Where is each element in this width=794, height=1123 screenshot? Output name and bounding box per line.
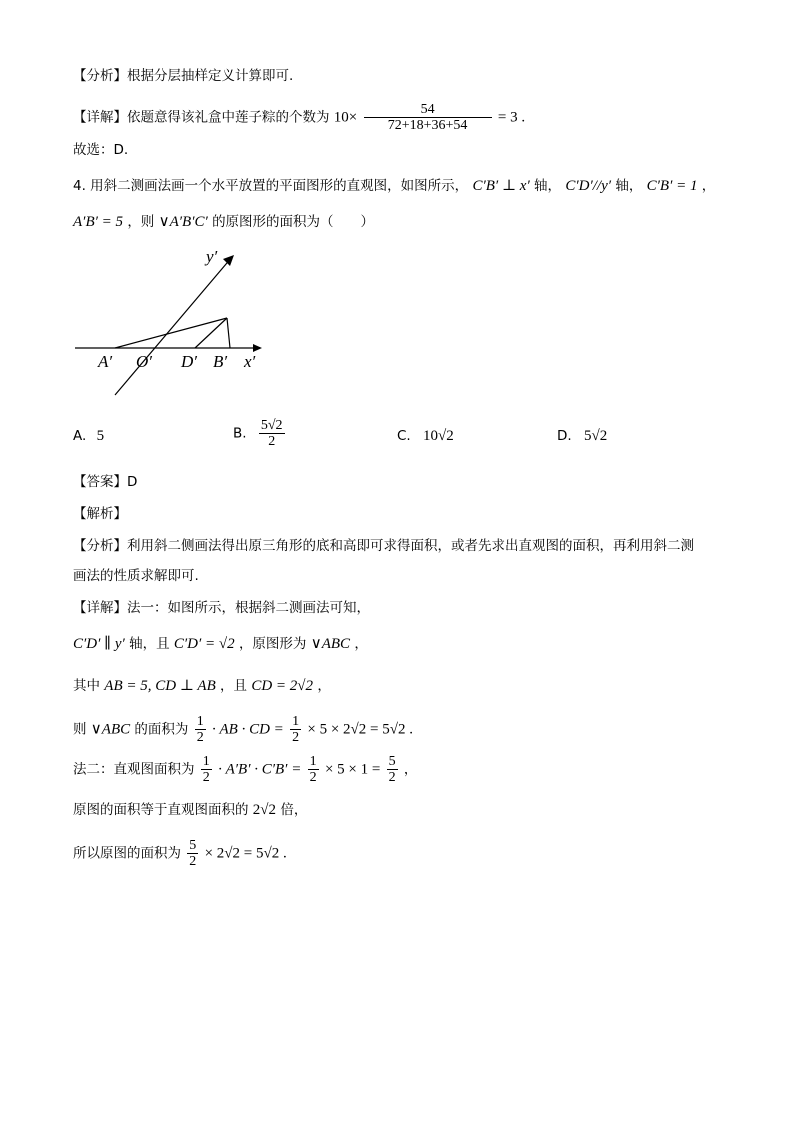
- d5-frac-2-den: 2: [309, 770, 317, 785]
- segment-c-b: [227, 318, 230, 348]
- q4-axis-word-2: 轴，: [615, 178, 643, 194]
- option-b-denominator: 2: [259, 433, 285, 449]
- d7-text-1: 所以原图的面积为: [73, 845, 181, 862]
- option-b[interactable]: [233, 418, 287, 449]
- d4-frac-half-2: [290, 714, 301, 745]
- q4-cond-1: C′B′ ⊥ x′: [472, 178, 530, 194]
- d5-frac-1-num: 1: [202, 754, 210, 769]
- detail-line-7: [73, 838, 287, 869]
- detail-line-1: 【详解】法一：如图所示，根据斜二测画法可知，: [73, 600, 370, 616]
- d5-frac-1-den: 2: [202, 770, 210, 785]
- q4-cond-4: A′B′ = 5: [73, 214, 124, 230]
- q4-stem-line-2: [73, 212, 374, 232]
- q4-cond-3: C′B′ = 1: [646, 178, 698, 194]
- detail-line-2: [73, 634, 368, 654]
- prev-choice: 故选：D.: [73, 142, 129, 158]
- analysis-line-1: 【分析】利用斜二侧画法得出原三角形的底和高即可求得面积，或者先求出直观图的面积，再利用斜二测: [73, 538, 694, 554]
- d2-cd-parallel: C′D′ ∥ y′: [73, 636, 125, 652]
- d5-frac-3-den: 2: [388, 770, 396, 785]
- q4-axis-word-1: 轴，: [534, 178, 562, 194]
- d5-expr-2: × 5 × 1 =: [324, 761, 381, 778]
- d4-text-1: 则: [73, 721, 87, 738]
- d4-text-2: 的面积为: [134, 721, 189, 738]
- y-axis: [115, 257, 232, 395]
- d2-cd-length: C′D′ = √2: [173, 636, 235, 652]
- prev-analysis: 【分析】根据分层抽样定义计算即可.: [73, 68, 294, 84]
- d4-triangle: ∨ABC: [90, 721, 131, 738]
- d3-text-2: ，且: [220, 678, 248, 694]
- d5-frac-3-num: 5: [388, 754, 396, 769]
- q4-stem-text: 4. 用斜二测画法画一个水平放置的平面图形的直观图，如图所示，: [73, 178, 469, 194]
- d2-text-2: ，原图形为: [238, 636, 307, 652]
- option-a-label: A.: [73, 428, 87, 444]
- d6-text-1: 原图的面积等于直观图面积的: [73, 802, 249, 818]
- option-a-value: 5: [96, 428, 105, 444]
- detail-line-3: [73, 676, 331, 696]
- d4-frac-2-den: 2: [292, 730, 300, 745]
- x-axis-arrow: [253, 344, 262, 352]
- q4-stem-2: ，则: [127, 214, 155, 230]
- d5-frac-five-halves: [387, 754, 398, 785]
- q4-comma: ，: [701, 178, 716, 194]
- option-c[interactable]: [397, 428, 454, 445]
- option-b-fraction: [259, 418, 285, 449]
- option-a[interactable]: [73, 428, 104, 445]
- q4-cond-2: C′D′//y′: [565, 178, 612, 194]
- d7-frac-num: 5: [189, 838, 197, 853]
- d5-frac-half-2: [308, 754, 319, 785]
- d2-triangle: ∨ABC: [310, 636, 351, 652]
- prev-detail-prefix: 【详解】依题意得该礼盒中莲子粽的个数为: [73, 109, 330, 126]
- option-c-value: 10√2: [423, 428, 454, 444]
- label-y: y′: [206, 247, 218, 266]
- prev-detail-denominator: 72+18+36+54: [364, 117, 492, 133]
- d4-expr-2: × 5 × 2√2 = 5√2 .: [307, 721, 413, 738]
- d2-text-3: ，: [354, 636, 368, 652]
- detail-line-6: [73, 800, 307, 820]
- label-x: x′: [244, 352, 256, 371]
- explain-heading: 【解析】: [73, 506, 127, 522]
- d5-text-1: 法二：直观图面积为: [73, 761, 195, 778]
- option-d-label: D.: [557, 428, 572, 444]
- label-d: D′: [181, 352, 197, 371]
- d4-frac-1-den: 2: [196, 730, 204, 745]
- d5-tail: ，: [403, 761, 418, 778]
- option-d-value: 5√2: [583, 428, 608, 444]
- d6-ratio: 2√2: [252, 802, 277, 818]
- prev-detail-fraction: [364, 102, 492, 133]
- q4-stem-3: 的原图形的面积为（ ）: [212, 214, 375, 230]
- option-c-label: C.: [397, 428, 411, 444]
- analysis-line-2: 画法的性质求解即可.: [73, 568, 199, 584]
- d3-condition: AB = 5, CD ⊥ AB: [104, 678, 216, 694]
- option-b-numerator: 5√2: [260, 418, 283, 433]
- d7-frac-five-halves: [187, 838, 198, 869]
- d5-expr-1: · A′B′ · C′B′ =: [218, 761, 302, 778]
- d5-frac-2-num: 1: [309, 754, 317, 769]
- d4-expr-1: · AB · CD =: [212, 721, 284, 738]
- d4-frac-half-1: [195, 714, 206, 745]
- d4-frac-1-num: 1: [196, 714, 204, 729]
- prev-detail-lhs: 10×: [333, 109, 358, 126]
- d5-frac-half-1: [201, 754, 212, 785]
- answer: 【答案】D: [73, 474, 138, 490]
- d7-frac-den: 2: [189, 854, 197, 869]
- d7-expr: × 2√2 = 5√2 .: [204, 845, 287, 862]
- q4-figure: [70, 240, 270, 400]
- prev-detail: [73, 102, 525, 133]
- d2-text-1: 轴，且: [129, 636, 170, 652]
- d3-text-1: 其中: [73, 678, 100, 694]
- label-b: B′: [213, 352, 228, 371]
- y-axis-arrow: [223, 255, 234, 266]
- q4-stem-line-1: [73, 176, 715, 196]
- label-o: O′: [136, 352, 152, 371]
- option-d[interactable]: [557, 428, 607, 445]
- detail-line-5: [73, 754, 417, 785]
- d3-text-3: ，: [317, 678, 331, 694]
- d4-frac-2-num: 1: [292, 714, 300, 729]
- d6-text-2: 倍，: [280, 802, 308, 818]
- option-b-label: B.: [233, 425, 247, 442]
- detail-line-4: [73, 714, 413, 745]
- label-a: A′: [98, 352, 113, 371]
- d3-cd-length: CD = 2√2: [251, 678, 314, 694]
- q4-triangle: ∨A′B′C′: [158, 214, 208, 230]
- prev-detail-numerator: 54: [420, 102, 435, 117]
- prev-detail-rhs: = 3 .: [497, 109, 526, 126]
